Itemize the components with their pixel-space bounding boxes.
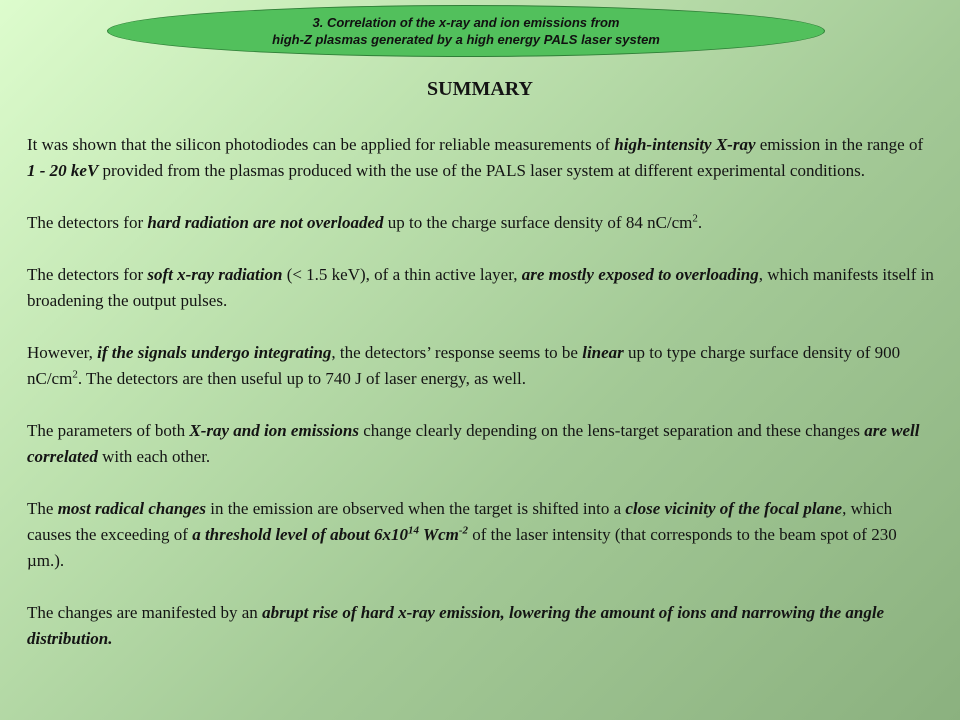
emphasis: linear — [582, 343, 624, 362]
text: The parameters of both — [27, 421, 190, 440]
emphasis: Wcm — [419, 525, 459, 544]
paragraph-3 — [27, 262, 935, 314]
page-title: SUMMARY — [427, 78, 533, 100]
text: , which manifests itself in broadening the output pulses. — [27, 265, 934, 310]
emphasis: X-ray and ion emissions — [189, 421, 359, 440]
paragraph-6 — [27, 496, 935, 574]
paragraph-1 — [27, 132, 935, 184]
section-banner — [107, 5, 825, 57]
emphasis: a threshold level of about 6x10 — [192, 525, 409, 544]
superscript: 2 — [72, 368, 78, 381]
text: of the laser intensity (that corresponds to the beam spot of 230 µm.). — [27, 525, 897, 570]
text: change clearly depending on the lens-target separation and these changes — [358, 421, 865, 440]
text: up to the charge surface density of 84 nC/cm — [383, 213, 693, 232]
emphasis: if the signals undergo integrating — [97, 343, 332, 362]
superscript: 14 — [408, 524, 420, 537]
summary-body — [27, 132, 935, 678]
text: The detectors for — [27, 265, 148, 284]
text: However, — [27, 343, 98, 362]
emphasis: close vicinity of the focal plane — [625, 499, 843, 518]
emphasis: 1 - 20 keV — [27, 161, 99, 180]
text: , which causes the exceeding of — [27, 499, 893, 544]
text: provided from the plasmas produced with the use of the PALS laser system at different experimental conditions. — [98, 161, 866, 180]
text: with each other. — [97, 447, 211, 466]
paragraph-4 — [27, 340, 935, 392]
text: , the detectors’ response seems to be — [331, 343, 583, 362]
text: (< 1.5 keV), of a thin active layer, — [282, 265, 522, 284]
superscript: 2 — [692, 212, 698, 225]
emphasis: soft x-ray radiation — [147, 265, 283, 284]
text: The — [27, 499, 58, 518]
emphasis: are well correlated — [27, 421, 920, 466]
text: . — [697, 213, 703, 232]
emphasis: are mostly exposed to overloading — [521, 265, 759, 284]
text: emission in the range of — [755, 135, 924, 154]
superscript: -2 — [458, 524, 469, 537]
emphasis: abrupt rise of hard x-ray emission, lowering the amount of ions and narrowing the angle distribution. — [27, 603, 885, 648]
paragraph-5 — [27, 418, 935, 470]
text: . The detectors are then useful up to 740 J of laser energy, as well. — [77, 369, 527, 388]
banner-line-2: high-Z plasmas generated by a high energy PALS laser system — [272, 32, 660, 47]
banner-line-1: 3. Correlation of the x-ray and ion emissions from — [312, 15, 620, 30]
emphasis: most radical changes — [57, 499, 206, 518]
emphasis: high-intensity X-ray — [614, 135, 756, 154]
text: in the emission are observed when the target is shifted into a — [205, 499, 626, 518]
text: up to type charge surface density of 900 nC/cm — [27, 343, 901, 388]
text: It was shown that the silicon photodiodes can be applied for reliable measurements of — [27, 135, 615, 154]
text: The detectors for — [27, 213, 148, 232]
paragraph-7 — [27, 600, 935, 652]
text: The changes are manifested by an — [27, 603, 263, 622]
emphasis: hard radiation are not overloaded — [147, 213, 384, 232]
paragraph-2 — [27, 210, 935, 236]
